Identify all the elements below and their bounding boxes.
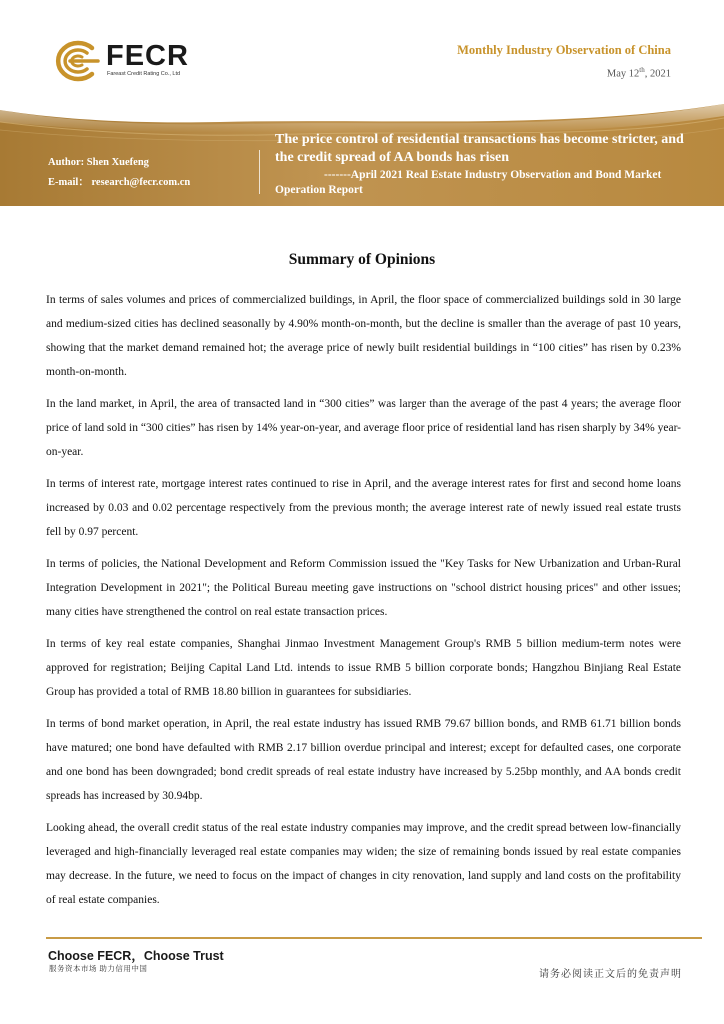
fecr-logo	[54, 40, 204, 84]
date-year: , 2021	[644, 68, 671, 80]
date-ordinal: th	[639, 66, 645, 74]
summary-body	[46, 288, 681, 920]
footer-divider	[46, 937, 702, 939]
summary-paragraph: Looking ahead, the overall credit status of the real estate industry companies may improve, and the credit spread between low-financially leveraged and high-financially leveraged real estate companies may widen; the size of remaining bonds issued by real estate companies may decrease. In the future, we need to focus on the impact of changes in city renovation, land supply and land costs on the profitability of real estate companies.	[46, 822, 681, 906]
report-date	[607, 66, 671, 80]
logo-wordmark: FECR	[106, 40, 189, 72]
footer-disclaimer: 请务必阅读正文后的免责声明	[539, 969, 682, 980]
report-headline: The price control of residential transactions has become stricter, and the credit spread of AA bonds has risen	[275, 132, 684, 165]
banner-divider	[259, 150, 260, 194]
summary-paragraph: In terms of sales volumes and prices of commercialized buildings, in April, the floor space of commercialized buildings sold in 30 large and medium-sized cities has declined seasonally by 4.90% month-on-month, but the decline is smaller than the average of past 10 years, showing that the market demand remained hot; the average price of newly built residential buildings in “100 cities” has risen by 0.23% month-on-month.	[46, 294, 681, 378]
summary-paragraph: In terms of interest rate, mortgage interest rates continued to rise in April, and the average interest rates for first and second home loans increased by 0.03 and 0.02 percentage respectively from the previous month; the average interest rate of newly issued real estate trusts fell by 0.97 percent.	[46, 478, 681, 538]
summary-paragraph: In terms of bond market operation, in April, the real estate industry has issued RMB 79.67 billion bonds, and RMB 61.71 billion bonds have matured; one bond have defaulted with RMB 2.17 billion overdue principal and interest; except for defaulted cases, one corporate and one bond has been downgraded; bond credit spreads of real estate industry have increased by 5.25bp monthly, and AA bonds credit spreads has increased by 30.94bp.	[46, 718, 681, 802]
logo-subtitle: Fareast Credit Rating Co., Ltd	[107, 71, 181, 77]
author-block	[48, 153, 190, 193]
report-series-title: Monthly Industry Observation of China	[457, 43, 671, 57]
report-subtitle: -------April 2021 Real Estate Industry Observation and Bond Market Operation Report	[275, 169, 662, 196]
author-email: E-mail： research@fecr.com.cn	[48, 177, 191, 188]
author-name: Author: Shen Xuefeng	[48, 157, 149, 168]
summary-paragraph: In terms of policies, the National Development and Reform Commission issued the "Key Tasks for New Urbanization and Urban-Rural Integration Development in 2021"; the Political Bureau meeting gave instructions on "school district housing prices" and other issues; many cities have strengthened the control on real estate transaction prices.	[46, 558, 681, 618]
summary-paragraph: In the land market, in April, the area of transacted land in “300 cities” was larger than the average of the past 4 years; the average floor price of land sold in “300 cities” has risen by 14% year-on-year, and average floor price of residential land has risen sharply by 34% year-on-year.	[46, 398, 681, 458]
date-day: May 12	[606, 68, 640, 80]
footer-slogan: Choose FECR，Choose Trust	[48, 949, 224, 963]
fecr-emblem-icon	[54, 40, 100, 82]
section-title: Summary of Opinions	[288, 251, 436, 268]
footer-slogan-chinese: 服务资本市场 助力信用中国	[49, 964, 148, 973]
summary-paragraph: In terms of key real estate companies, Shanghai Jinmao Investment Management Group's RMB 5 billion medium-term notes were approved for registration; Beijing Capital Land Ltd. intends to issue RMB 5 billion corporate bonds; Hangzhou Binjiang Real Estate Group has provided a total of RMB 18.80 billion in guarantees for subsidiaries.	[46, 638, 681, 698]
